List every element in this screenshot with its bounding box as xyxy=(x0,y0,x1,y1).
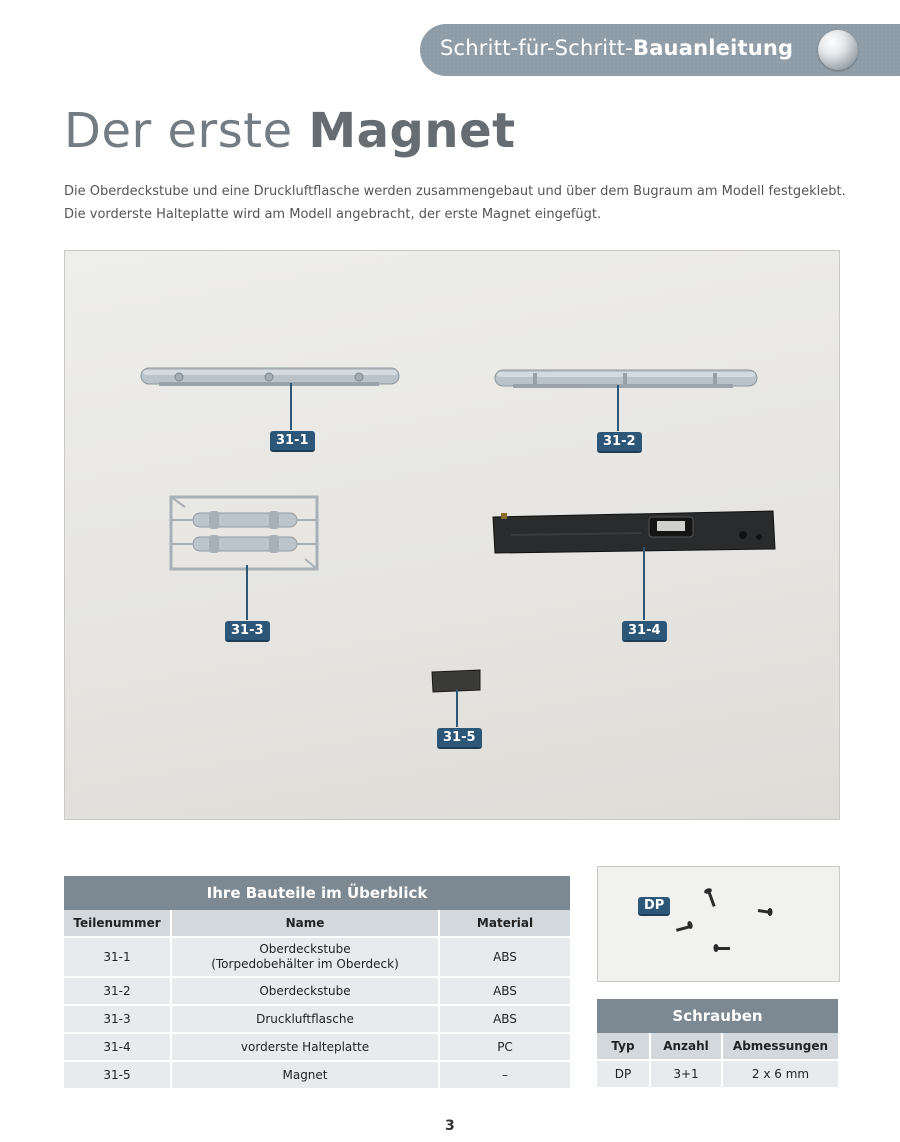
part-name-cell: vorderste Halteplatte xyxy=(172,1034,440,1062)
column-header-number: Teilenummer xyxy=(64,910,172,938)
part-number-cell: 31-2 xyxy=(64,978,172,1006)
parts-table-header-row xyxy=(64,910,570,938)
leader-line-31-1 xyxy=(290,383,292,430)
parts-table-title: Ihre Bauteile im Überblick xyxy=(64,876,570,910)
part-number-cell: 31-4 xyxy=(64,1034,172,1062)
part-number-cell: 31-5 xyxy=(64,1062,172,1090)
screws-image xyxy=(598,867,839,981)
parts-table xyxy=(64,876,570,1090)
parts-photo xyxy=(64,250,840,820)
screw-type-tag: DP xyxy=(638,897,670,916)
sphere-icon xyxy=(818,30,858,70)
screws-table-title: Schrauben xyxy=(597,999,838,1033)
table-row xyxy=(64,1006,570,1034)
part-label-31-5: 31-5 xyxy=(437,728,482,749)
part-label-31-2: 31-2 xyxy=(597,432,642,453)
screw-dimensions-cell: 2 x 6 mm xyxy=(723,1061,838,1089)
column-header-type: Typ xyxy=(597,1033,651,1061)
table-row xyxy=(64,1034,570,1062)
material-cell: – xyxy=(440,1062,570,1090)
leader-line-31-5 xyxy=(456,689,458,727)
column-header-count: Anzahl xyxy=(651,1033,723,1061)
part-name-cell: Druckluftflasche xyxy=(172,1006,440,1034)
part-name-cell xyxy=(172,938,440,978)
table-row xyxy=(64,1062,570,1090)
part-name-line-2: (Torpedobehälter im Oberdeck) xyxy=(211,957,399,971)
leader-line-31-3 xyxy=(246,565,248,620)
part-31-4-image xyxy=(491,507,777,555)
material-cell: ABS xyxy=(440,938,570,978)
part-31-3-image xyxy=(165,493,325,575)
part-name-cell: Magnet xyxy=(172,1062,440,1090)
part-number-cell: 31-1 xyxy=(64,938,172,978)
section-banner xyxy=(420,24,900,76)
page-number: 3 xyxy=(445,1118,455,1134)
part-name-line-1: Oberdeckstube xyxy=(259,942,351,956)
screws-photo xyxy=(597,866,840,982)
material-cell: PC xyxy=(440,1034,570,1062)
screws-table-header-row xyxy=(597,1033,838,1061)
part-label-31-1: 31-1 xyxy=(270,431,315,452)
column-header-dimensions: Abmessungen xyxy=(723,1033,838,1061)
part-name-cell: Oberdeckstube xyxy=(172,978,440,1006)
page-title: Der erste Magnet xyxy=(64,103,516,159)
material-cell: ABS xyxy=(440,1006,570,1034)
part-number-cell: 31-3 xyxy=(64,1006,172,1034)
material-cell: ABS xyxy=(440,978,570,1006)
table-row xyxy=(597,1061,838,1089)
leader-line-31-2 xyxy=(617,385,619,431)
intro-line-1: Die Oberdeckstube und eine Druckluftflasche werden zusammengebaut und über dem Bugraum am Modell festgeklebt. xyxy=(64,184,846,199)
intro-text xyxy=(64,180,864,226)
screw-count-cell: 3+1 xyxy=(651,1061,723,1089)
column-header-material: Material xyxy=(440,910,570,938)
part-31-1-image xyxy=(139,363,403,393)
screws-table xyxy=(597,999,838,1089)
table-row xyxy=(64,938,570,978)
column-header-name: Name xyxy=(172,910,440,938)
leader-line-31-4 xyxy=(643,547,645,620)
part-31-2-image xyxy=(493,365,761,395)
part-label-31-3: 31-3 xyxy=(225,621,270,642)
screw-type-cell: DP xyxy=(597,1061,651,1089)
part-label-31-4: 31-4 xyxy=(622,621,667,642)
banner-title: Schritt-für-Schritt-Bauanleitung xyxy=(440,36,794,60)
table-row xyxy=(64,978,570,1006)
intro-line-2: Die vorderste Halteplatte wird am Modell angebracht, der erste Magnet eingefügt. xyxy=(64,207,602,222)
